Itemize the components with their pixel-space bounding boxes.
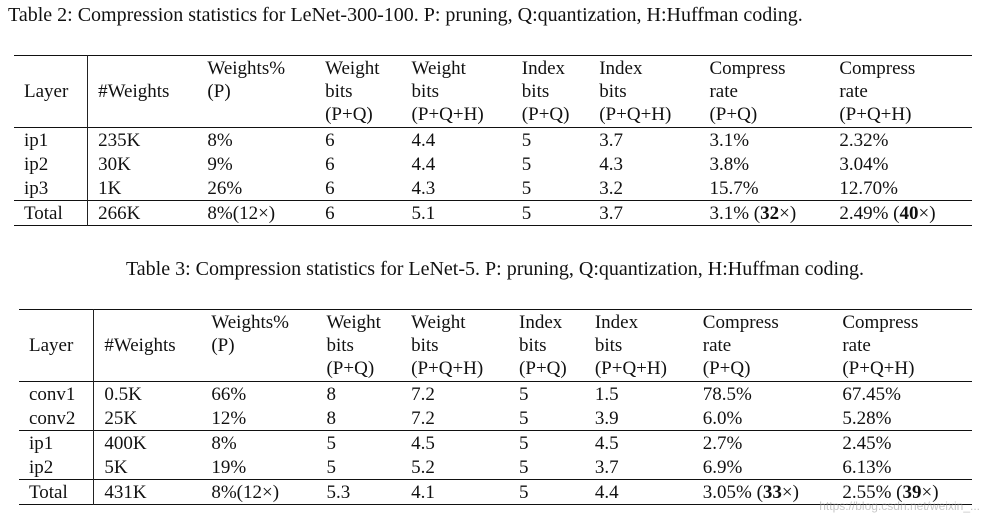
table-cell: 7.2	[411, 407, 435, 429]
total-cell: 5.1	[411, 202, 436, 224]
table-cell: 6.13%	[842, 456, 892, 478]
table-cell: 8%	[207, 129, 233, 151]
total-cell: 8%(12×)	[211, 481, 280, 503]
total-cell: 3.7	[599, 202, 623, 224]
total-cell: 5	[519, 481, 529, 503]
column-header	[512, 56, 589, 128]
compression-factor: 33	[762, 481, 782, 503]
table-row	[19, 431, 972, 456]
table-cell: 6	[325, 153, 335, 175]
column-header-line: (P+Q)	[325, 104, 373, 125]
table-cell: 30K	[98, 153, 131, 175]
table-cell: ip1	[14, 128, 88, 153]
table-row	[19, 455, 972, 480]
table-cell: ip2	[19, 455, 94, 480]
watermark: https://blog.csdn.net/weixin_...	[819, 499, 980, 513]
total-cell: 4.1	[411, 481, 435, 503]
table-cell: 2.32%	[839, 129, 889, 151]
column-header-line: bits	[521, 81, 550, 102]
total-cell: Total	[19, 480, 94, 505]
table-cell: 6	[325, 177, 335, 199]
column-header-line: (P+Q+H)	[842, 358, 915, 379]
column-header-line: Compress	[702, 312, 779, 333]
column-header-line: rate	[842, 335, 871, 356]
column-header	[829, 56, 972, 128]
table-cell: 3.7	[594, 456, 619, 478]
compression-factor: 39	[902, 481, 922, 503]
table-cell: 3.2	[599, 177, 623, 199]
column-header-line: (P+Q)	[702, 358, 751, 379]
column-header-line: Weight	[411, 58, 466, 79]
column-header-line: bits	[599, 81, 627, 102]
table-cell: 5	[519, 432, 529, 454]
table-cell: 5.2	[411, 456, 435, 478]
rate-suffix: ×)	[781, 481, 799, 503]
table-cell: 3.04%	[839, 153, 889, 175]
total-cell: 4.4	[594, 481, 619, 503]
table-cell: 3.7	[599, 129, 623, 151]
column-header-line: #Weights	[98, 81, 170, 102]
column-header-line: bits	[411, 81, 439, 102]
column-header	[401, 310, 509, 382]
table-cell: 67.45%	[842, 383, 901, 405]
table-cell: conv2	[19, 406, 94, 431]
column-header	[832, 310, 972, 382]
table-row	[19, 406, 972, 431]
table-cell: 5	[519, 456, 529, 478]
column-header-line: Weight	[326, 312, 381, 333]
table2	[14, 55, 972, 226]
table-cell: 2.7%	[702, 432, 743, 454]
column-header-line: (P+Q+H)	[599, 104, 672, 125]
table-cell: 4.5	[411, 432, 435, 454]
column-header-line: bits	[411, 335, 439, 356]
column-header-line: Weights%	[211, 312, 289, 333]
table-cell: 9%	[207, 153, 233, 175]
table-cell: 8	[326, 407, 336, 429]
compression-factor: 40	[899, 202, 919, 224]
table-cell: 19%	[211, 456, 247, 478]
column-header-line: Layer	[24, 81, 69, 102]
column-header-line: (P+Q)	[326, 358, 375, 379]
table-cell: 12.70%	[839, 177, 898, 199]
total-rate-pqh-cell	[829, 201, 972, 226]
rate-value: 3.1% (	[709, 202, 761, 224]
table-cell: 5	[519, 407, 529, 429]
column-header	[94, 310, 202, 382]
table3-caption: Table 3: Compression statistics for LeNet-5. P: pruning, Q:quantization, H:Huffman coding.	[125, 258, 865, 280]
column-header-line: (P+Q+H)	[411, 104, 484, 125]
table-cell: 3.1%	[709, 129, 750, 151]
column-header-line: Index	[594, 312, 639, 333]
column-header-line: Layer	[29, 335, 74, 356]
table2-caption: Table 2: Compression statistics for LeNet-300-100. P: pruning, Q:quantization, H:Huffman coding.	[8, 4, 803, 26]
column-header-line: Weight	[325, 58, 380, 79]
column-header-line: bits	[519, 335, 547, 356]
column-header-line: (P+Q+H)	[839, 104, 912, 125]
rate-value: 3.05% (	[702, 481, 763, 503]
table-cell: 6.9%	[702, 456, 743, 478]
table-row	[14, 152, 972, 176]
column-header	[402, 56, 512, 128]
table-cell: 12%	[211, 407, 247, 429]
column-header	[14, 56, 88, 128]
total-cell: 6	[325, 202, 335, 224]
table-cell: 3.9	[594, 407, 619, 429]
column-header-line: (P+Q)	[521, 104, 570, 125]
table-cell: 5	[326, 432, 336, 454]
total-cell: Total	[14, 201, 88, 226]
rate-value: 2.55% (	[842, 481, 903, 503]
column-header-line: (P+Q)	[519, 358, 567, 379]
column-header-line: (P)	[207, 81, 231, 102]
table-cell: 5	[521, 153, 532, 175]
table-cell: 400K	[104, 432, 147, 454]
total-cell: 8%(12×)	[207, 202, 276, 224]
column-header-line: (P+Q+H)	[594, 358, 667, 379]
column-header	[197, 56, 315, 128]
column-header-line: Index	[599, 58, 643, 79]
column-header	[509, 310, 585, 382]
table-cell: 5.28%	[842, 407, 892, 429]
column-header	[585, 310, 693, 382]
table-cell: 6	[325, 129, 335, 151]
table-cell: 66%	[211, 383, 247, 405]
compression-factor: 32	[760, 202, 780, 224]
column-header-line: bits	[594, 335, 623, 356]
table-cell: 4.4	[411, 153, 436, 175]
table-cell: ip2	[14, 152, 88, 176]
column-header	[699, 56, 829, 128]
column-header-line: rate	[702, 335, 732, 356]
column-header-line: (P)	[211, 335, 235, 356]
header-row	[19, 310, 972, 382]
table-cell: 5	[521, 177, 532, 199]
table-cell: 8%	[211, 432, 237, 454]
table-cell: ip1	[19, 431, 94, 456]
column-header	[19, 310, 94, 382]
rate-suffix: ×)	[921, 481, 939, 503]
column-header	[589, 56, 699, 128]
table-cell: 5	[521, 129, 532, 151]
total-row	[14, 201, 972, 226]
total-cell: 266K	[98, 202, 141, 224]
table-cell: 4.3	[411, 177, 436, 199]
column-header-line: (P+Q)	[709, 104, 758, 125]
column-header-line: Weight	[411, 312, 466, 333]
column-header-line: Compress	[839, 58, 916, 79]
table-cell: 5	[326, 456, 336, 478]
column-header-line: #Weights	[104, 335, 176, 356]
column-header-line: Compress	[709, 58, 786, 79]
column-header	[315, 56, 401, 128]
table-cell: 7.2	[411, 383, 435, 405]
column-header-line: bits	[326, 335, 354, 356]
table-cell: 8	[326, 383, 336, 405]
column-header	[316, 310, 401, 382]
table3	[19, 309, 972, 505]
table-cell: 4.4	[411, 129, 436, 151]
column-header-line: bits	[325, 81, 353, 102]
table-cell: 5K	[104, 456, 128, 478]
table-cell: ip3	[14, 176, 88, 201]
table-cell: 1.5	[594, 383, 619, 405]
total-cell: 431K	[104, 481, 147, 503]
column-header	[693, 310, 833, 382]
table-row	[14, 128, 972, 153]
rate-suffix: ×)	[779, 202, 797, 224]
rate-suffix: ×)	[918, 202, 936, 224]
table-cell: 25K	[104, 407, 138, 429]
column-header	[201, 310, 316, 382]
header-row	[14, 56, 972, 128]
column-header-line: rate	[839, 81, 868, 102]
column-header-line: Index	[519, 312, 563, 333]
column-header-line: Index	[521, 58, 566, 79]
table-cell: 3.8%	[709, 153, 750, 175]
column-header-line: rate	[709, 81, 738, 102]
table-row	[14, 176, 972, 201]
total-cell: 5.3	[326, 481, 351, 503]
total-rate-pq-cell	[693, 480, 833, 505]
table-cell: 6.0%	[702, 407, 743, 429]
table-cell: 4.3	[599, 153, 623, 175]
table-cell: 4.5	[594, 432, 619, 454]
column-header	[88, 56, 198, 128]
total-rate-pq-cell	[699, 201, 829, 226]
rate-value: 2.49% (	[839, 202, 900, 224]
total-cell: 5	[521, 202, 532, 224]
table-row	[19, 382, 972, 407]
table-cell: 235K	[98, 129, 141, 151]
column-header-line: (P+Q+H)	[411, 358, 484, 379]
table-cell: 5	[519, 383, 529, 405]
table-cell: 1K	[98, 177, 122, 199]
column-header-line: Weights%	[207, 58, 286, 79]
table-cell: 15.7%	[709, 177, 759, 199]
table-cell: 78.5%	[702, 383, 752, 405]
table-cell: 2.45%	[842, 432, 892, 454]
table-cell: conv1	[19, 382, 94, 407]
table-cell: 26%	[207, 177, 243, 199]
column-header-line: Compress	[842, 312, 919, 333]
table-cell: 0.5K	[104, 383, 142, 405]
